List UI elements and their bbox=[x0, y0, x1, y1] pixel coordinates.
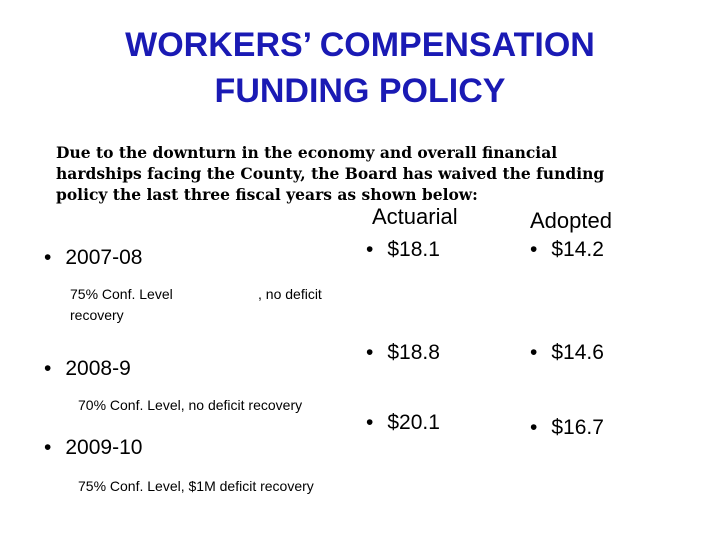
actuarial-value-2009-10: • $20.1 bbox=[366, 411, 440, 435]
actuarial-column-heading: Actuarial bbox=[372, 204, 458, 229]
slide-title bbox=[0, 22, 720, 114]
adopted-column-heading: Adopted bbox=[530, 208, 612, 233]
intro-line-1: Due to the downturn in the economy and overall financial bbox=[56, 143, 558, 162]
adopted-value-2009-10: • $16.7 bbox=[530, 416, 604, 440]
note-2008-9: 70% Conf. Level, no deficit recovery bbox=[78, 397, 303, 413]
adopted-value-2007-08: • $14.2 bbox=[530, 238, 604, 262]
adopted-value-2008-9: • $14.6 bbox=[530, 341, 604, 365]
actuarial-value-2007-08: • $18.1 bbox=[366, 238, 440, 262]
fiscal-year-2009-10: • 2009-10 bbox=[44, 436, 142, 460]
note-2007-08-part1: 75% Conf. Level bbox=[70, 286, 173, 302]
intro-line-3: policy the last three fiscal years as shown below: bbox=[56, 185, 478, 204]
title-line-2: FUNDING POLICY bbox=[214, 72, 506, 110]
title-line-1: WORKERS’ COMPENSATION bbox=[125, 26, 595, 64]
note-2007-08-part2: , no deficit bbox=[258, 286, 322, 302]
intro-line-2: hardships facing the County, the Board has waived the funding bbox=[56, 164, 605, 183]
fiscal-year-2007-08: • 2007-08 bbox=[44, 246, 142, 270]
fiscal-year-2008-9: • 2008-9 bbox=[44, 357, 131, 381]
actuarial-value-2008-9: • $18.8 bbox=[366, 341, 440, 365]
intro-paragraph bbox=[56, 142, 656, 205]
note-2007-08-part3: recovery bbox=[70, 307, 124, 323]
note-2009-10: 75% Conf. Level, $1M deficit recovery bbox=[78, 478, 314, 494]
